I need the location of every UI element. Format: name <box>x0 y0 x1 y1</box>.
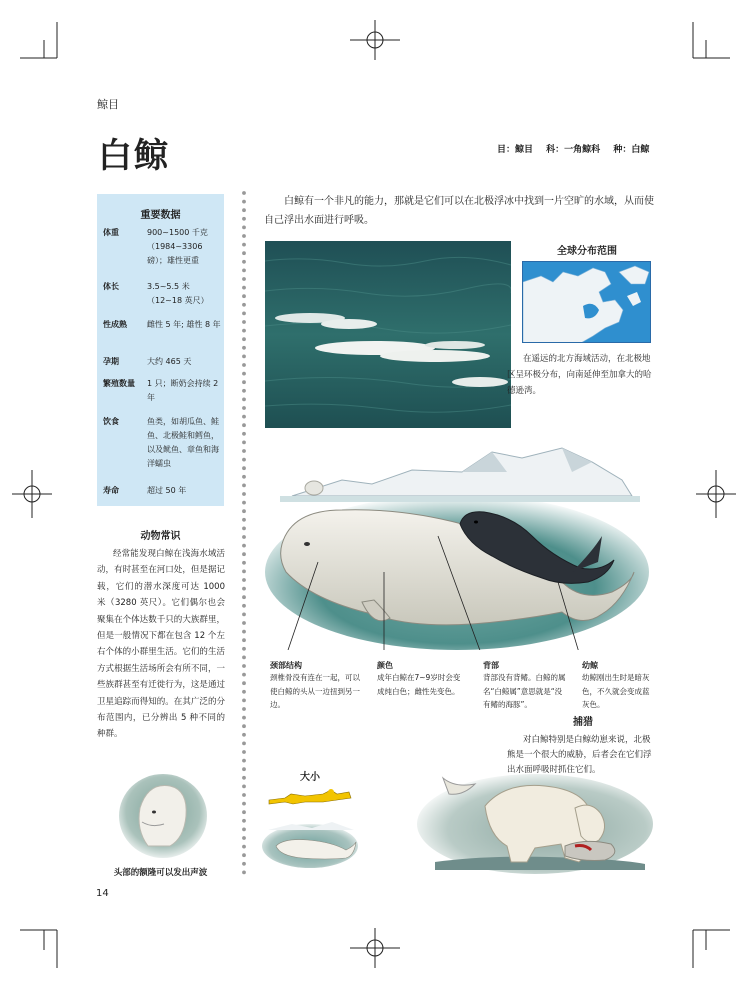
data-label: 寿命 <box>103 486 119 495</box>
data-label: 孕期 <box>103 357 119 366</box>
data-value: 3.5~5.5 米（12~18 英尺） <box>147 282 209 305</box>
data-value: 大约 465 天 <box>147 357 192 366</box>
callout-title: 颜色 <box>377 661 393 670</box>
hunting-body: 对白鲸特别是白鲸幼崽来说，北极熊是一个很大的威胁，后者会在它们浮出水面呼吸时抓住它们。 <box>507 735 652 775</box>
head-caption: 头部的额隆可以发出声波 <box>113 868 208 878</box>
map-heading: 全球分布范围 <box>557 246 617 257</box>
data-label: 体重 <box>103 228 119 237</box>
callout-body: 颈椎骨没有连在一起，可以使白鲸的头从一边扭到另一边。 <box>270 673 360 709</box>
callout-body: 幼鲸刚出生时是暗灰色，不久就会变成蓝灰色。 <box>582 673 650 709</box>
callout-body: 成年白鲸在7~9岁时会变成纯白色；雌性先变色。 <box>377 673 461 696</box>
map-caption: 在遥远的北方海域活动，在北极地区呈环极分布，向南延伸至加拿大的哈德逊湾。 <box>507 354 652 396</box>
key-data-box <box>97 194 224 506</box>
data-value: 超过 50 年 <box>147 486 187 495</box>
data-label: 性成熟 <box>103 320 127 329</box>
data-value: 900~1500 千克（1984~3306 磅）；雄性更重 <box>147 228 208 265</box>
taxonomy-species: 种：白鲸 <box>613 145 650 155</box>
callout-color <box>377 660 467 698</box>
beluga-underwater-illustration <box>262 432 652 650</box>
data-label: 饮食 <box>103 417 119 426</box>
data-label: 体长 <box>103 282 119 291</box>
hunting-heading: 捕猎 <box>573 717 593 728</box>
data-label: 繁殖数量 <box>103 379 135 388</box>
data-value: 雌性 5 年; 雄性 8 年 <box>147 320 221 329</box>
dotted-divider <box>241 190 247 880</box>
callout-body: 背部没有背鳍。白鲸的属名“白鲸属”意思就是“没有鳍的海豚”。 <box>483 673 566 709</box>
intro-paragraph: 白鲸有一个非凡的能力，那就是它们可以在北极浮冰中找到一片空旷的水域，从而使自己浮出水面进行呼吸。 <box>264 196 654 226</box>
callout-back <box>483 660 567 712</box>
size-beluga-illustration <box>262 816 358 868</box>
beluga-photo <box>265 241 511 428</box>
data-row <box>103 226 221 268</box>
taxonomy <box>497 142 659 155</box>
data-value: 1 只；断奶会持续 2 年 <box>147 379 219 402</box>
page-title: 白鲸 <box>98 136 170 176</box>
polar-bear-illustration <box>415 766 655 876</box>
callout-title: 背部 <box>483 661 499 670</box>
taxonomy-order: 目：鲸目 <box>497 145 534 155</box>
taxonomy-family: 科：一角鲸科 <box>546 145 601 155</box>
facts-body: 经常能发现白鲸在浅海水域活动，有时甚至在河口处，但是据记载，它们的潜水深度可达 1000 米（3280 英尺）。它们偶尔也会聚集在个体达数千只的大族群里，但是一般情况下都在包含 12 个左右个体的小群里生活。它们的生活方式根据生活场所会有所不同，一些族群甚至有迁徙行为，这是通过卫星追踪而得知的。在其广泛的分布范围内，已分辨出 5 种不同的种群。 <box>97 549 225 740</box>
facts-heading: 动物常识 <box>140 531 181 542</box>
key-data-heading: 重要数据 <box>140 210 181 221</box>
size-heading: 大小 <box>300 772 320 783</box>
page-number: 14 <box>96 888 109 899</box>
section-label: 鲸目 <box>97 98 119 111</box>
callout-neck <box>270 660 365 712</box>
beluga-head-illustration <box>118 768 208 860</box>
data-value: 鱼类，如胡瓜鱼、鲑鱼、北极鲑和鳕鱼，以及鱿鱼、章鱼和海洋蠕虫 <box>147 417 219 468</box>
diver-silhouette <box>265 788 355 808</box>
callout-title: 颈部结构 <box>270 661 302 670</box>
distribution-map <box>522 261 651 343</box>
callout-calf <box>582 660 654 712</box>
callout-title: 幼鲸 <box>582 661 598 670</box>
